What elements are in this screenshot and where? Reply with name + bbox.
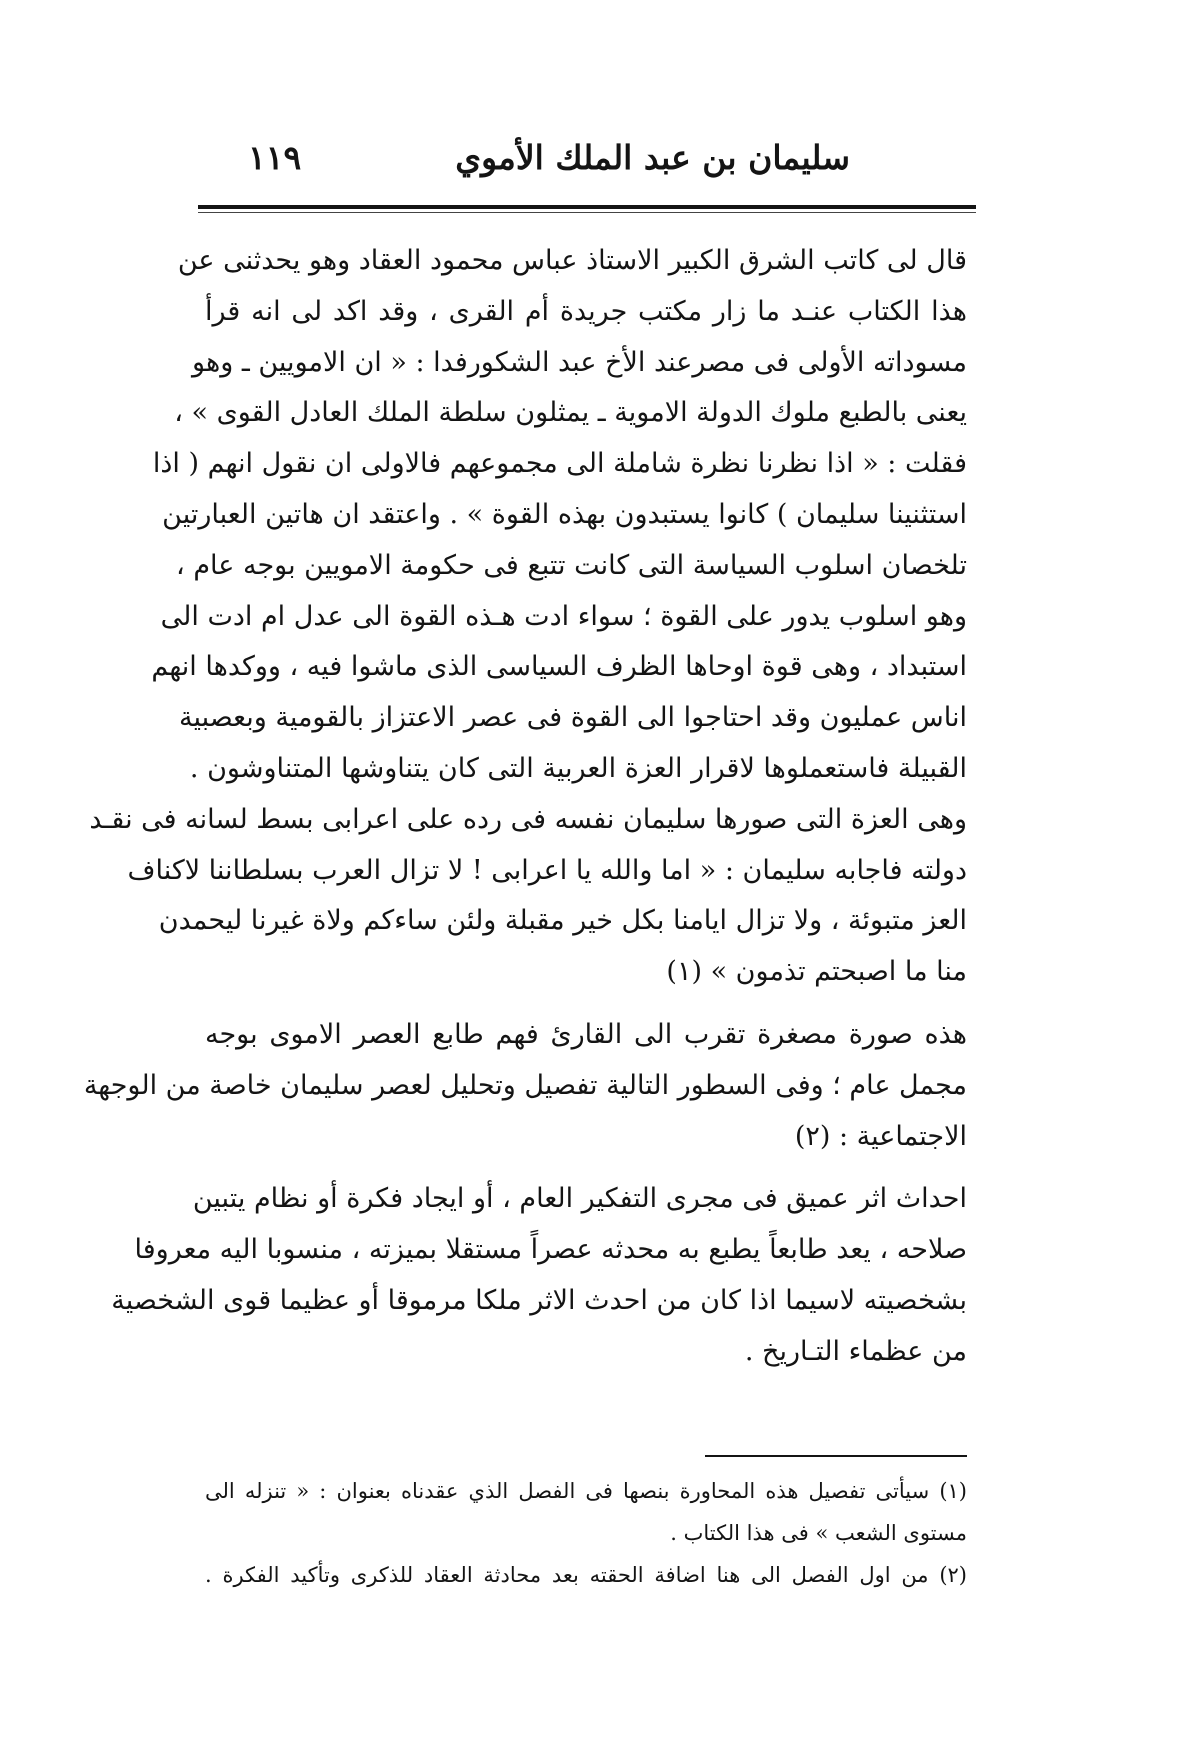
text-line: بشخصيته لاسيما اذا كان من احدث الاثر ملكا مرموقا أو عظيما قوى الشخصية: [111, 1284, 967, 1316]
footnote-line: (٢) من اول الفصل الى هنا اضافة الحقته بعد محادثة العقاد للذكرى وتأكيد الفكرة .: [205, 1563, 967, 1587]
header-rule-thin: [198, 212, 976, 213]
text-line: احداث اثر عميق فى مجرى التفكير العام ، أو ايجاد فكرة أو نظام يتبين: [192, 1183, 967, 1215]
text-line: صلاحه ، يعد طابعاً يطبع به محدثه عصراً مستقلا بميزته ، منسوبا اليه معروفا: [134, 1234, 967, 1266]
footnote-line: مستوى الشعب » فى هذا الكتاب .: [670, 1521, 967, 1545]
text-line: هذه صورة مصغرة تقرب الى القارئ فهم طابع العصر الاموى بوجه: [205, 1018, 967, 1050]
footnote-rule: [705, 1455, 967, 1457]
paragraph-gap: [205, 1162, 967, 1174]
text-line: منا ما اصبحتم تذمون » (١): [666, 956, 967, 988]
running-header: [200, 138, 970, 198]
text-line: يعنى بالطبع ملوك الدولة الاموية ـ يمثلون سلطة الملك العادل القوى » ،: [174, 397, 967, 429]
text-line: استثنينا سليمان ) كانوا يستبدون بهذه القوة » . واعتقد ان هاتين العبارتين: [162, 498, 967, 530]
text-line: الاجتماعية : (٢): [794, 1120, 967, 1152]
text-line: وهى العزة التى صورها سليمان نفسه فى رده على اعرابى بسط لسانه فى نقـد: [89, 803, 967, 835]
body-text: [83, 236, 967, 1378]
text-line: وهو اسلوب يدور على القوة ؛ سواء ادت هـذه القوة الى عدل ام ادت الى: [160, 600, 967, 632]
text-line: استبداد ، وهى قوة اوحاها الظرف السياسى الذى ماشوا فيه ، ووكدها انهم: [151, 651, 967, 683]
text-line: فقلت : « اذا نظرنا نظرة شاملة الى مجموعهم فالاولى ان نقول انهم ( اذا: [152, 448, 967, 480]
text-line: تلخصان اسلوب السياسة التى كانت تتبع فى حكومة الامويين بوجه عام ،: [176, 549, 967, 581]
footnotes: [205, 1470, 967, 1596]
running-header-title: سليمان بن عبد الملك الأموي: [455, 138, 850, 177]
page-number: ١١٩: [248, 138, 302, 177]
text-line: دولته فاجابه سليمان : « اما والله يا اعرابى ! لا تزال العرب بسلطاننا لاكناف: [127, 854, 967, 886]
text-line: مجمل عام ؛ وفى السطور التالية تفصيل وتحليل لعصر سليمان خاصة من الوجهة: [83, 1069, 967, 1101]
text-line: اناس عمليون وقد احتاجوا الى القوة فى عصر الاعتزاز بالقومية وبعصبية: [179, 702, 967, 734]
text-line: قال لى كاتب الشرق الكبير الاستاذ عباس محمود العقاد وهو يحدثنى عن: [177, 245, 967, 276]
footnote-line: (١) سيأتى تفصيل هذه المحاورة بنصها فى الفصل الذي عقدناه بعنوان : « تنزله الى: [205, 1479, 967, 1503]
header-rule: [198, 205, 976, 209]
text-line: من عظماء التـاريخ .: [744, 1335, 967, 1367]
text-line: القبيلة فاستعملوها لاقرار العزة العربية التى كان يتناوشها المتناوشون .: [189, 752, 967, 784]
text-line: مسوداته الأولى فى مصرعند الأخ عبد الشكورفدا : « ان الامويين ـ وهو: [192, 346, 967, 378]
paragraph-gap: [205, 998, 967, 1010]
text-line: هذا الكتاب عنـد ما زار مكتب جريدة أم القرى ، وقد اكد لى انه قرأ: [205, 295, 967, 327]
text-line: العز متبوئة ، ولا تزال ايامنا بكل خير مقبلة ولئن ساءكم ولاة غيرنا ليحمدن: [158, 905, 967, 937]
